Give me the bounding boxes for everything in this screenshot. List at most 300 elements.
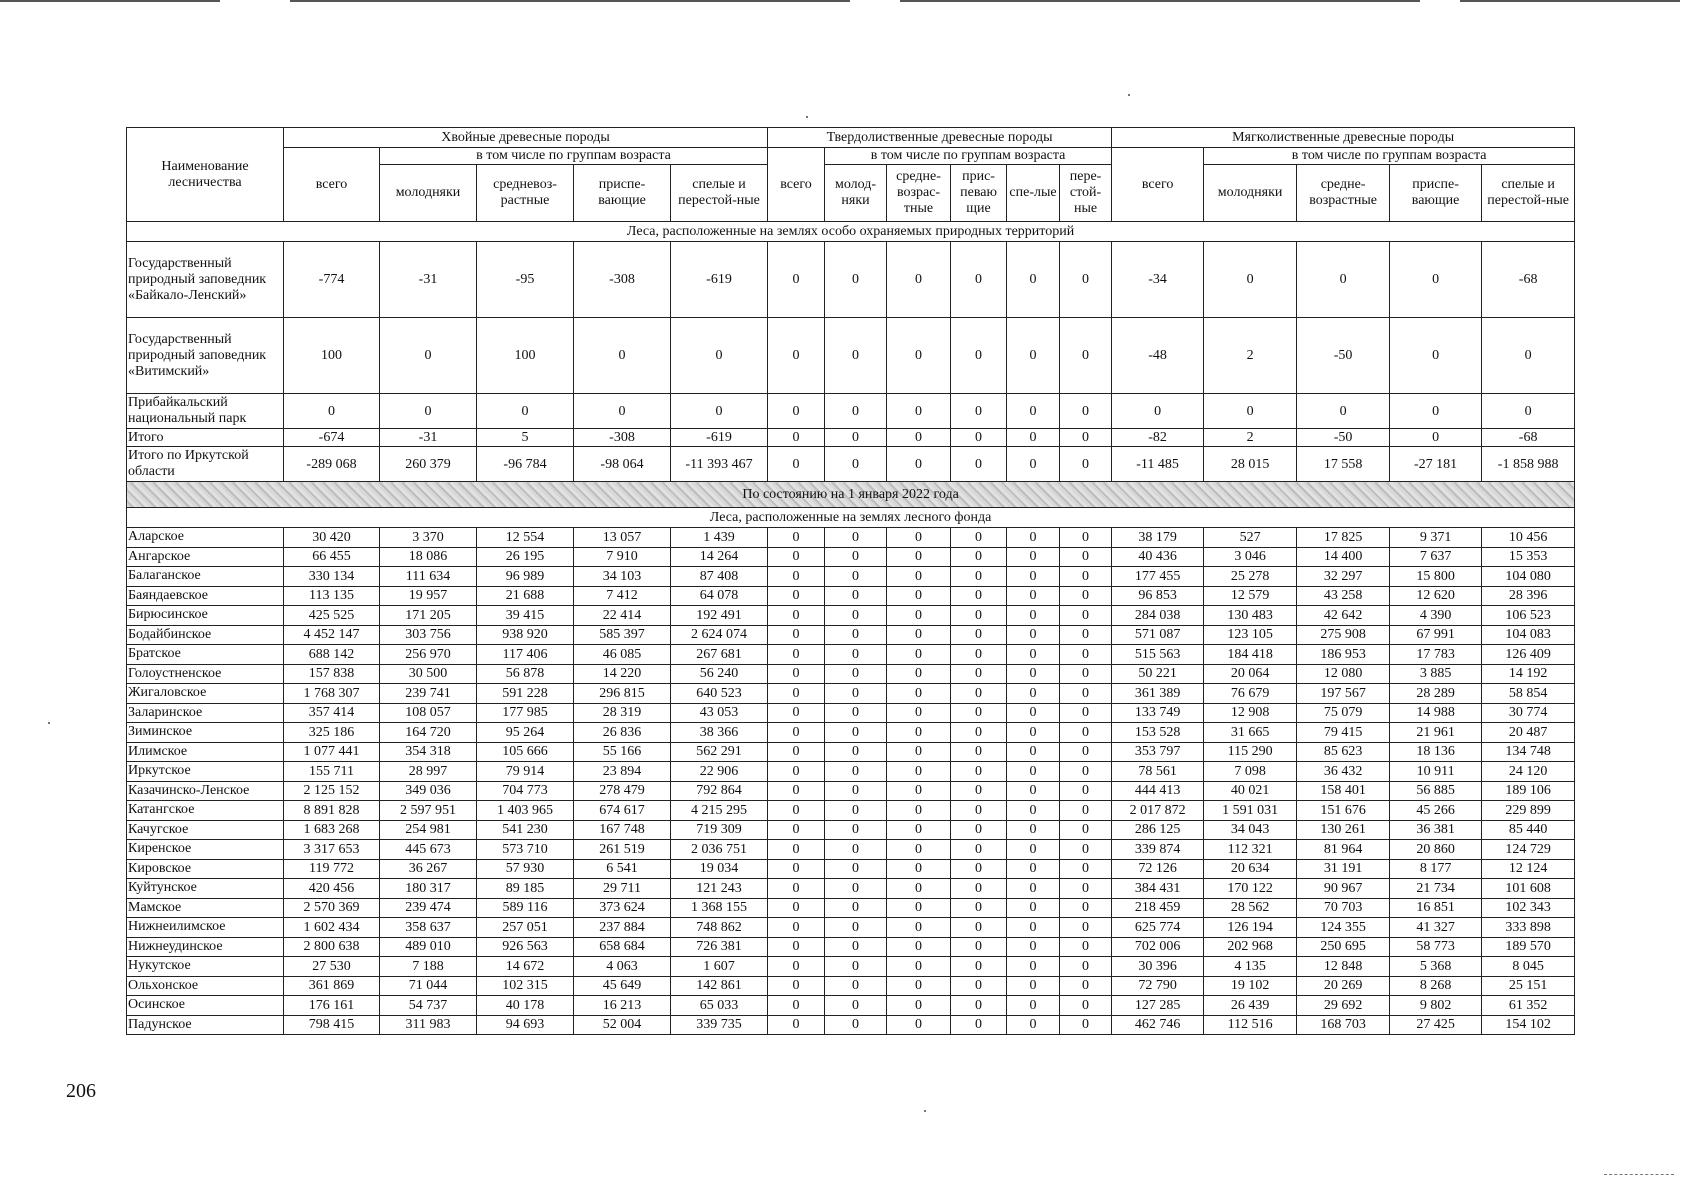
value-cell: 349 036 — [380, 781, 477, 801]
forestry-name: Казачинско-Ленское — [127, 781, 284, 801]
value-cell: 0 — [1007, 898, 1060, 918]
value-cell: 1 077 441 — [284, 742, 380, 762]
table-row — [127, 664, 1575, 684]
value-cell: 81 964 — [1297, 840, 1390, 860]
value-cell: 3 885 — [1390, 664, 1482, 684]
value-cell: -48 — [1112, 318, 1204, 394]
value-cell: 0 — [825, 1015, 887, 1035]
table-row — [127, 957, 1575, 977]
value-cell: 177 985 — [477, 703, 574, 723]
value-cell: 24 120 — [1482, 762, 1575, 782]
value-cell: 8 891 828 — [284, 801, 380, 821]
value-cell: 1 607 — [671, 957, 768, 977]
forestry-name: Заларинское — [127, 703, 284, 723]
value-cell: 54 737 — [380, 996, 477, 1016]
header-conifer-total: всего — [284, 148, 380, 222]
value-cell: 0 — [1007, 742, 1060, 762]
value-cell: 0 — [1060, 394, 1112, 429]
value-cell: 102 343 — [1482, 898, 1575, 918]
value-cell: 286 125 — [1112, 820, 1204, 840]
value-cell: 0 — [768, 742, 825, 762]
table-row — [127, 976, 1575, 996]
value-cell: 0 — [1060, 1015, 1112, 1035]
value-cell: 18 086 — [380, 547, 477, 567]
value-cell: 0 — [768, 586, 825, 606]
value-cell: 0 — [825, 840, 887, 860]
forestry-name: Ольхонское — [127, 976, 284, 996]
value-cell: 0 — [768, 879, 825, 899]
value-cell: 0 — [1297, 242, 1390, 318]
value-cell: 0 — [887, 801, 951, 821]
value-cell: 0 — [1060, 859, 1112, 879]
section-title-forest-fund: Леса, расположенные на землях лесного фонда — [127, 508, 1575, 528]
value-cell: 0 — [951, 586, 1007, 606]
value-cell: 2 017 872 — [1112, 801, 1204, 821]
value-cell: 8 177 — [1390, 859, 1482, 879]
table-row — [127, 742, 1575, 762]
value-cell: 0 — [1007, 918, 1060, 938]
value-cell: 674 617 — [574, 801, 671, 821]
value-cell: 462 746 — [1112, 1015, 1204, 1035]
value-cell: 0 — [887, 547, 951, 567]
value-cell: 0 — [825, 547, 887, 567]
value-cell: 67 991 — [1390, 625, 1482, 645]
header-age-group: молод-няки — [825, 165, 887, 222]
value-cell: 325 186 — [284, 723, 380, 743]
value-cell: 164 720 — [380, 723, 477, 743]
value-cell: 0 — [1060, 898, 1112, 918]
value-cell: 2 570 369 — [284, 898, 380, 918]
value-cell: 0 — [1007, 242, 1060, 318]
value-cell: 2 624 074 — [671, 625, 768, 645]
value-cell: 56 240 — [671, 664, 768, 684]
value-cell: 202 968 — [1204, 937, 1297, 957]
value-cell: 66 455 — [284, 547, 380, 567]
value-cell: 0 — [768, 898, 825, 918]
value-cell: 0 — [887, 567, 951, 587]
value-cell: 0 — [1007, 801, 1060, 821]
value-cell: 78 561 — [1112, 762, 1204, 782]
value-cell: -68 — [1482, 242, 1575, 318]
value-cell: 0 — [1060, 937, 1112, 957]
value-cell: 0 — [951, 625, 1007, 645]
header-age-group: приспе-вающие — [1390, 165, 1482, 222]
value-cell: 30 774 — [1482, 703, 1575, 723]
value-cell: -308 — [574, 429, 671, 447]
value-cell: 0 — [477, 394, 574, 429]
value-cell: 22 414 — [574, 606, 671, 626]
value-cell: 30 420 — [284, 528, 380, 548]
value-cell: 46 085 — [574, 645, 671, 665]
value-cell: 127 285 — [1112, 996, 1204, 1016]
value-cell: 0 — [887, 859, 951, 879]
table-row — [127, 801, 1575, 821]
scan-edge-line — [1604, 1174, 1674, 1176]
value-cell: 0 — [825, 820, 887, 840]
header-age-group: спе-лые — [1007, 165, 1060, 222]
scan-top-edge — [0, 0, 1698, 3]
value-cell: 15 353 — [1482, 547, 1575, 567]
value-cell: 21 688 — [477, 586, 574, 606]
value-cell: 0 — [574, 318, 671, 394]
value-cell: 0 — [825, 645, 887, 665]
table-header — [127, 128, 1575, 222]
section-row — [127, 482, 1575, 508]
value-cell: 167 748 — [574, 820, 671, 840]
value-cell: 0 — [1060, 976, 1112, 996]
value-cell: 425 525 — [284, 606, 380, 626]
value-cell: 5 — [477, 429, 574, 447]
value-cell: 361 389 — [1112, 684, 1204, 704]
value-cell: 0 — [768, 528, 825, 548]
value-cell: 72 126 — [1112, 859, 1204, 879]
value-cell: 28 562 — [1204, 898, 1297, 918]
value-cell: 239 741 — [380, 684, 477, 704]
value-cell: 591 228 — [477, 684, 574, 704]
value-cell: 17 825 — [1297, 528, 1390, 548]
value-cell: 170 122 — [1204, 879, 1297, 899]
value-cell: 0 — [768, 606, 825, 626]
value-cell: 261 519 — [574, 840, 671, 860]
value-cell: 52 004 — [574, 1015, 671, 1035]
value-cell: 56 885 — [1390, 781, 1482, 801]
table-row — [127, 937, 1575, 957]
value-cell: 121 243 — [671, 879, 768, 899]
value-cell: 12 579 — [1204, 586, 1297, 606]
value-cell: 38 366 — [671, 723, 768, 743]
value-cell: 100 — [477, 318, 574, 394]
value-cell: 0 — [1390, 429, 1482, 447]
value-cell: 358 637 — [380, 918, 477, 938]
value-cell: 45 649 — [574, 976, 671, 996]
table-row — [127, 625, 1575, 645]
value-cell: 585 397 — [574, 625, 671, 645]
value-cell: 29 711 — [574, 879, 671, 899]
value-cell: 0 — [1007, 957, 1060, 977]
value-cell: 0 — [825, 996, 887, 1016]
value-cell: 0 — [1007, 318, 1060, 394]
table-body — [127, 222, 1575, 1035]
value-cell: 296 815 — [574, 684, 671, 704]
value-cell: 6 541 — [574, 859, 671, 879]
value-cell: 0 — [887, 664, 951, 684]
scan-speck — [924, 1110, 926, 1112]
value-cell: 339 874 — [1112, 840, 1204, 860]
value-cell: 0 — [825, 781, 887, 801]
value-cell: 4 215 295 — [671, 801, 768, 821]
value-cell: 16 213 — [574, 996, 671, 1016]
value-cell: 40 021 — [1204, 781, 1297, 801]
value-cell: 562 291 — [671, 742, 768, 762]
value-cell: 0 — [825, 879, 887, 899]
value-cell: 229 899 — [1482, 801, 1575, 821]
value-cell: 0 — [1060, 840, 1112, 860]
value-cell: 3 046 — [1204, 547, 1297, 567]
header-age-group: прис-певаю щие — [951, 165, 1007, 222]
value-cell: 0 — [1060, 762, 1112, 782]
value-cell: 124 355 — [1297, 918, 1390, 938]
value-cell: 0 — [1060, 781, 1112, 801]
value-cell: 90 967 — [1297, 879, 1390, 899]
value-cell: 57 930 — [477, 859, 574, 879]
value-cell: 0 — [1007, 840, 1060, 860]
value-cell: 0 — [887, 1015, 951, 1035]
value-cell: 0 — [825, 801, 887, 821]
value-cell: 0 — [825, 447, 887, 482]
value-cell: 21 961 — [1390, 723, 1482, 743]
value-cell: 12 080 — [1297, 664, 1390, 684]
value-cell: 0 — [951, 664, 1007, 684]
value-cell: 0 — [951, 242, 1007, 318]
value-cell: 75 079 — [1297, 703, 1390, 723]
value-cell: 0 — [284, 394, 380, 429]
value-cell: 0 — [1060, 318, 1112, 394]
value-cell: 0 — [951, 820, 1007, 840]
value-cell: 0 — [951, 918, 1007, 938]
value-cell: 10 456 — [1482, 528, 1575, 548]
value-cell: 1 602 434 — [284, 918, 380, 938]
value-cell: 8 045 — [1482, 957, 1575, 977]
value-cell: 0 — [887, 723, 951, 743]
value-cell: 26 836 — [574, 723, 671, 743]
value-cell: 85 623 — [1297, 742, 1390, 762]
value-cell: 0 — [887, 318, 951, 394]
value-cell: 29 692 — [1297, 996, 1390, 1016]
value-cell: 102 315 — [477, 976, 574, 996]
value-cell: 0 — [1007, 703, 1060, 723]
value-cell: 0 — [951, 898, 1007, 918]
value-cell: 27 425 — [1390, 1015, 1482, 1035]
value-cell: 26 439 — [1204, 996, 1297, 1016]
scan-edge-line — [0, 0, 220, 2]
value-cell: 0 — [768, 625, 825, 645]
value-cell: 0 — [768, 859, 825, 879]
value-cell: 688 142 — [284, 645, 380, 665]
value-cell: 0 — [887, 937, 951, 957]
value-cell: 0 — [768, 567, 825, 587]
value-cell: 151 676 — [1297, 801, 1390, 821]
table-row — [127, 996, 1575, 1016]
table-row — [127, 394, 1575, 429]
value-cell: 28 015 — [1204, 447, 1297, 482]
table-row — [127, 879, 1575, 899]
value-cell: 43 053 — [671, 703, 768, 723]
value-cell: 704 773 — [477, 781, 574, 801]
value-cell: 43 258 — [1297, 586, 1390, 606]
header-age-group: молодняки — [380, 165, 477, 222]
value-cell: 0 — [1007, 684, 1060, 704]
value-cell: 14 672 — [477, 957, 574, 977]
value-cell: 4 390 — [1390, 606, 1482, 626]
table-row — [127, 606, 1575, 626]
value-cell: 0 — [1007, 606, 1060, 626]
value-cell: 0 — [825, 723, 887, 743]
table-row — [127, 859, 1575, 879]
value-cell: 12 554 — [477, 528, 574, 548]
value-cell: 0 — [887, 918, 951, 938]
forestry-name: Итого — [127, 429, 284, 447]
value-cell: 2 036 751 — [671, 840, 768, 860]
value-cell: 32 297 — [1297, 567, 1390, 587]
forestry-name: Мамское — [127, 898, 284, 918]
value-cell: 0 — [887, 586, 951, 606]
value-cell: 0 — [951, 684, 1007, 704]
forestry-name: Зиминское — [127, 723, 284, 743]
header-hardwood-by-age: в том числе по группам возраста — [825, 148, 1112, 165]
value-cell: -50 — [1297, 429, 1390, 447]
value-cell: 96 989 — [477, 567, 574, 587]
value-cell: 70 703 — [1297, 898, 1390, 918]
forestry-name: Бирюсинское — [127, 606, 284, 626]
value-cell: 0 — [768, 645, 825, 665]
value-cell: 12 848 — [1297, 957, 1390, 977]
value-cell: 527 — [1204, 528, 1297, 548]
value-cell: 36 267 — [380, 859, 477, 879]
value-cell: 38 179 — [1112, 528, 1204, 548]
value-cell: 126 194 — [1204, 918, 1297, 938]
header-age-group: средне-возрас-тные — [887, 165, 951, 222]
value-cell: 184 418 — [1204, 645, 1297, 665]
value-cell: 0 — [1060, 242, 1112, 318]
value-cell: 0 — [768, 394, 825, 429]
value-cell: 0 — [1482, 394, 1575, 429]
value-cell: 17 558 — [1297, 447, 1390, 482]
value-cell: 171 205 — [380, 606, 477, 626]
value-cell: -96 784 — [477, 447, 574, 482]
value-cell: 0 — [825, 937, 887, 957]
table-row — [127, 723, 1575, 743]
value-cell: 0 — [1060, 723, 1112, 743]
value-cell: 0 — [768, 547, 825, 567]
value-cell: 0 — [951, 723, 1007, 743]
value-cell: 0 — [887, 645, 951, 665]
value-cell: 9 802 — [1390, 996, 1482, 1016]
value-cell: 0 — [1007, 1015, 1060, 1035]
forestry-name: Итого по Иркутской области — [127, 447, 284, 482]
value-cell: 330 134 — [284, 567, 380, 587]
value-cell: 56 878 — [477, 664, 574, 684]
scan-edge-line — [290, 0, 850, 2]
value-cell: 0 — [825, 918, 887, 938]
value-cell: 55 166 — [574, 742, 671, 762]
table-row — [127, 918, 1575, 938]
value-cell: 0 — [825, 429, 887, 447]
value-cell: 104 080 — [1482, 567, 1575, 587]
value-cell: 0 — [1007, 976, 1060, 996]
value-cell: 0 — [1060, 547, 1112, 567]
table-row — [127, 781, 1575, 801]
value-cell: 0 — [951, 394, 1007, 429]
value-cell: 0 — [951, 801, 1007, 821]
value-cell: 1 439 — [671, 528, 768, 548]
value-cell: 1 368 155 — [671, 898, 768, 918]
value-cell: 0 — [1007, 447, 1060, 482]
value-cell: 0 — [1204, 242, 1297, 318]
table-row — [127, 242, 1575, 318]
value-cell: 0 — [887, 528, 951, 548]
value-cell: 19 102 — [1204, 976, 1297, 996]
value-cell: 18 136 — [1390, 742, 1482, 762]
value-cell: 0 — [825, 606, 887, 626]
value-cell: 0 — [951, 859, 1007, 879]
value-cell: 72 790 — [1112, 976, 1204, 996]
value-cell: -31 — [380, 242, 477, 318]
forestry-name: Качугское — [127, 820, 284, 840]
value-cell: 0 — [1060, 957, 1112, 977]
value-cell: 0 — [768, 801, 825, 821]
value-cell: 2 — [1204, 429, 1297, 447]
value-cell: 155 711 — [284, 762, 380, 782]
header-hardwood: Твердолиственные древесные породы — [768, 128, 1112, 148]
forestry-name: Баяндаевское — [127, 586, 284, 606]
table-row — [127, 898, 1575, 918]
value-cell: 0 — [1390, 318, 1482, 394]
value-cell: 0 — [825, 762, 887, 782]
value-cell: 0 — [1060, 703, 1112, 723]
forestry-name: Государственный природный заповедник «Витимский» — [127, 318, 284, 394]
value-cell: 0 — [1482, 318, 1575, 394]
value-cell: 0 — [1060, 429, 1112, 447]
value-cell: 0 — [825, 976, 887, 996]
value-cell: 445 673 — [380, 840, 477, 860]
scan-speck — [1128, 94, 1130, 96]
value-cell: 0 — [768, 937, 825, 957]
value-cell: 25 278 — [1204, 567, 1297, 587]
value-cell: 197 567 — [1297, 684, 1390, 704]
value-cell: 303 756 — [380, 625, 477, 645]
value-cell: 79 415 — [1297, 723, 1390, 743]
value-cell: 254 981 — [380, 820, 477, 840]
value-cell: 0 — [951, 840, 1007, 860]
forestry-name: Государственный природный заповедник «Байкало-Ленский» — [127, 242, 284, 318]
scan-speck — [806, 116, 808, 118]
forest-fund-table — [126, 127, 1575, 1035]
value-cell: 0 — [768, 242, 825, 318]
value-cell: 0 — [887, 703, 951, 723]
table-row — [127, 318, 1575, 394]
forestry-name: Нижнеудинское — [127, 937, 284, 957]
table-row — [127, 528, 1575, 548]
value-cell: 373 624 — [574, 898, 671, 918]
value-cell: 239 474 — [380, 898, 477, 918]
value-cell: 27 530 — [284, 957, 380, 977]
value-cell: 0 — [380, 318, 477, 394]
value-cell: 0 — [887, 781, 951, 801]
value-cell: 19 034 — [671, 859, 768, 879]
value-cell: 0 — [1007, 528, 1060, 548]
value-cell: 168 703 — [1297, 1015, 1390, 1035]
value-cell: 58 773 — [1390, 937, 1482, 957]
value-cell: 5 368 — [1390, 957, 1482, 977]
header-age-group: средне-возрастные — [1297, 165, 1390, 222]
value-cell: 0 — [951, 976, 1007, 996]
header-age-group: пере-стой-ные — [1060, 165, 1112, 222]
value-cell: 0 — [825, 898, 887, 918]
value-cell: 0 — [1007, 625, 1060, 645]
value-cell: 89 185 — [477, 879, 574, 899]
header-softwood-total: всего — [1112, 148, 1204, 222]
value-cell: 0 — [1060, 684, 1112, 704]
value-cell: 0 — [768, 957, 825, 977]
value-cell: 14 192 — [1482, 664, 1575, 684]
value-cell: 17 783 — [1390, 645, 1482, 665]
value-cell: 0 — [887, 625, 951, 645]
value-cell: 112 516 — [1204, 1015, 1297, 1035]
table-row — [127, 567, 1575, 587]
value-cell: 0 — [1390, 394, 1482, 429]
value-cell: 158 401 — [1297, 781, 1390, 801]
value-cell: 0 — [951, 742, 1007, 762]
